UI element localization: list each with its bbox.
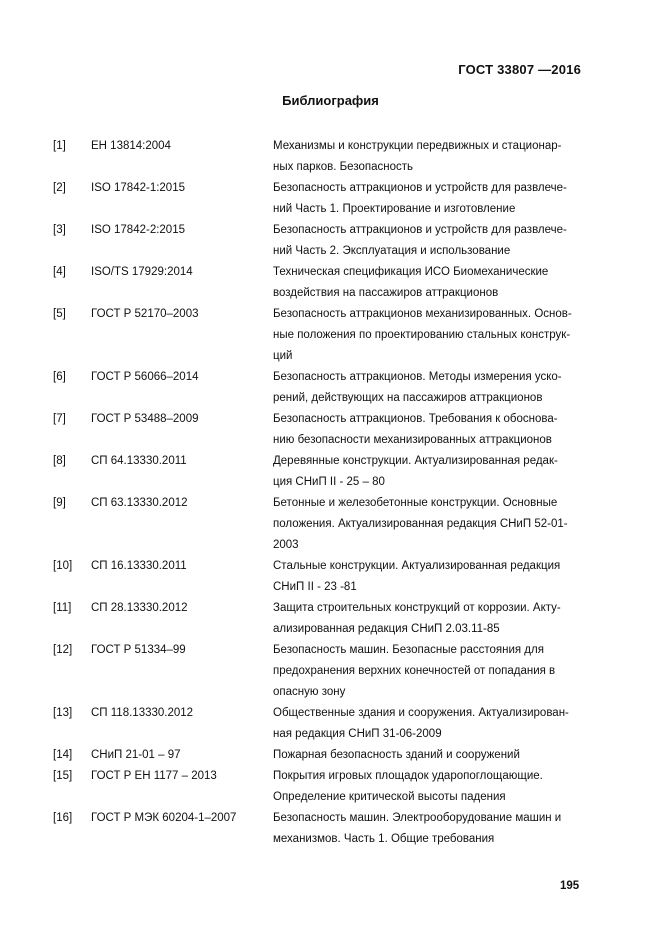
bibliography-entry [53, 640, 593, 703]
bibliography-entry [53, 367, 593, 409]
entry-description: Безопасность аттракционов. Требования к обоснова- нию безопасности механизированных аттракционов [273, 413, 558, 446]
entry-code: ГОСТ Р ЕН 1177 – 2013 [91, 770, 217, 782]
entry-code: ГОСТ Р МЭК 60204-1–2007 [91, 812, 237, 824]
page-number: 195 [560, 880, 580, 892]
bibliography-entry [53, 703, 593, 745]
entry-code: ISO 17842-1:2015 [91, 182, 185, 194]
entry-number: [4] [53, 266, 66, 278]
entry-number: [2] [53, 182, 66, 194]
entry-description: Безопасность аттракционов и устройств для развлече- ний Часть 2. Эксплуатация и использование [273, 224, 567, 257]
bibliography-entry [53, 220, 593, 262]
document-id-header: ГОСТ 33807 —2016 [458, 62, 581, 77]
entry-description: Безопасность аттракционов и устройств для развлече- ний Часть 1. Проектирование и изготовление [273, 182, 567, 215]
entry-code: СП 64.13330.2011 [91, 455, 187, 467]
bibliography-entry [53, 493, 593, 556]
bibliography-entry [53, 598, 593, 640]
entry-description: Безопасность аттракционов механизированных. Основ- ные положения по проектированию стальных конструк- ций [273, 308, 572, 362]
entry-number: [10] [53, 560, 73, 572]
bibliography-entry [53, 556, 593, 598]
entry-code: СП 28.13330.2012 [91, 602, 188, 614]
entry-description: Безопасность машин. Электрооборудование машин и механизмов. Часть 1. Общие требования [273, 812, 562, 845]
entry-code: ЕН 13814:2004 [91, 140, 171, 152]
entry-description: Деревянные конструкции. Актуализированная редак- ция СНиП II - 25 – 80 [273, 455, 558, 488]
entry-description: Механизмы и конструкции передвижных и стационар- ных парков. Безопасность [273, 140, 562, 173]
entry-number: [1] [53, 140, 66, 152]
entry-number: [9] [53, 497, 66, 509]
bibliography-entry [53, 178, 593, 220]
entry-description: Безопасность машин. Безопасные расстояния для предохранения верхних конечностей от попадания в опасную зону [273, 644, 556, 698]
entry-code: ISO 17842-2:2015 [91, 224, 185, 236]
entry-code: ISO/TS 17929:2014 [91, 266, 193, 278]
entry-code: ГОСТ Р 52170–2003 [91, 308, 199, 320]
entry-number: [3] [53, 224, 66, 236]
entry-number: [15] [53, 770, 73, 782]
bibliography-entry [53, 808, 593, 850]
bibliography-entry [53, 451, 593, 493]
bibliography-entry [53, 136, 593, 178]
bibliography-entry [53, 766, 593, 808]
entry-code: ГОСТ Р 53488–2009 [91, 413, 199, 425]
entry-number: [12] [53, 644, 73, 656]
bibliography-list [53, 136, 593, 850]
entry-number: [7] [53, 413, 66, 425]
entry-code: ГОСТ Р 51334–99 [91, 644, 186, 656]
entry-number: [16] [53, 812, 73, 824]
entry-number: [5] [53, 308, 66, 320]
entry-description: Стальные конструкции. Актуализированная редакция СНиП II - 23 -81 [273, 560, 561, 593]
entry-number: [14] [53, 749, 73, 761]
entry-code: ГОСТ Р 56066–2014 [91, 371, 199, 383]
entry-code: СП 118.13330.2012 [91, 707, 194, 719]
entry-number: [11] [53, 602, 72, 614]
entry-description: Бетонные и железобетонные конструкции. Основные положения. Актуализированная редакция СНиП 52-01- 2003 [273, 497, 568, 551]
entry-code: СП 63.13330.2012 [91, 497, 188, 509]
bibliography-entry [53, 304, 593, 367]
entry-description: Защита строительных конструкций от коррозии. Акту- ализированная редакция СНиП 2.03.11-85 [273, 602, 561, 635]
entry-description: Техническая спецификация ИСО Биомеханические воздействия на пассажиров аттракционов [273, 266, 549, 299]
entry-description: Покрытия игровых площадок ударопоглощающие. Определение критической высоты падения [273, 770, 543, 803]
entry-description: Общественные здания и сооружения. Актуализирован- ная редакция СНиП 31-06-2009 [273, 707, 569, 740]
entry-description: Безопасность аттракционов. Методы измерения уско- рений, действующих на пассажиров аттракционов [273, 371, 562, 404]
entry-description: Пожарная безопасность зданий и сооружений [273, 749, 520, 761]
bibliography-entry [53, 745, 593, 766]
entry-number: [8] [53, 455, 66, 467]
entry-code: СП 16.13330.2011 [91, 560, 187, 572]
entry-code: СНиП 21-01 – 97 [91, 749, 181, 761]
page-title: Библиография [282, 93, 379, 108]
entry-number: [13] [53, 707, 73, 719]
entry-number: [6] [53, 371, 66, 383]
bibliography-entry [53, 409, 593, 451]
bibliography-entry [53, 262, 593, 304]
